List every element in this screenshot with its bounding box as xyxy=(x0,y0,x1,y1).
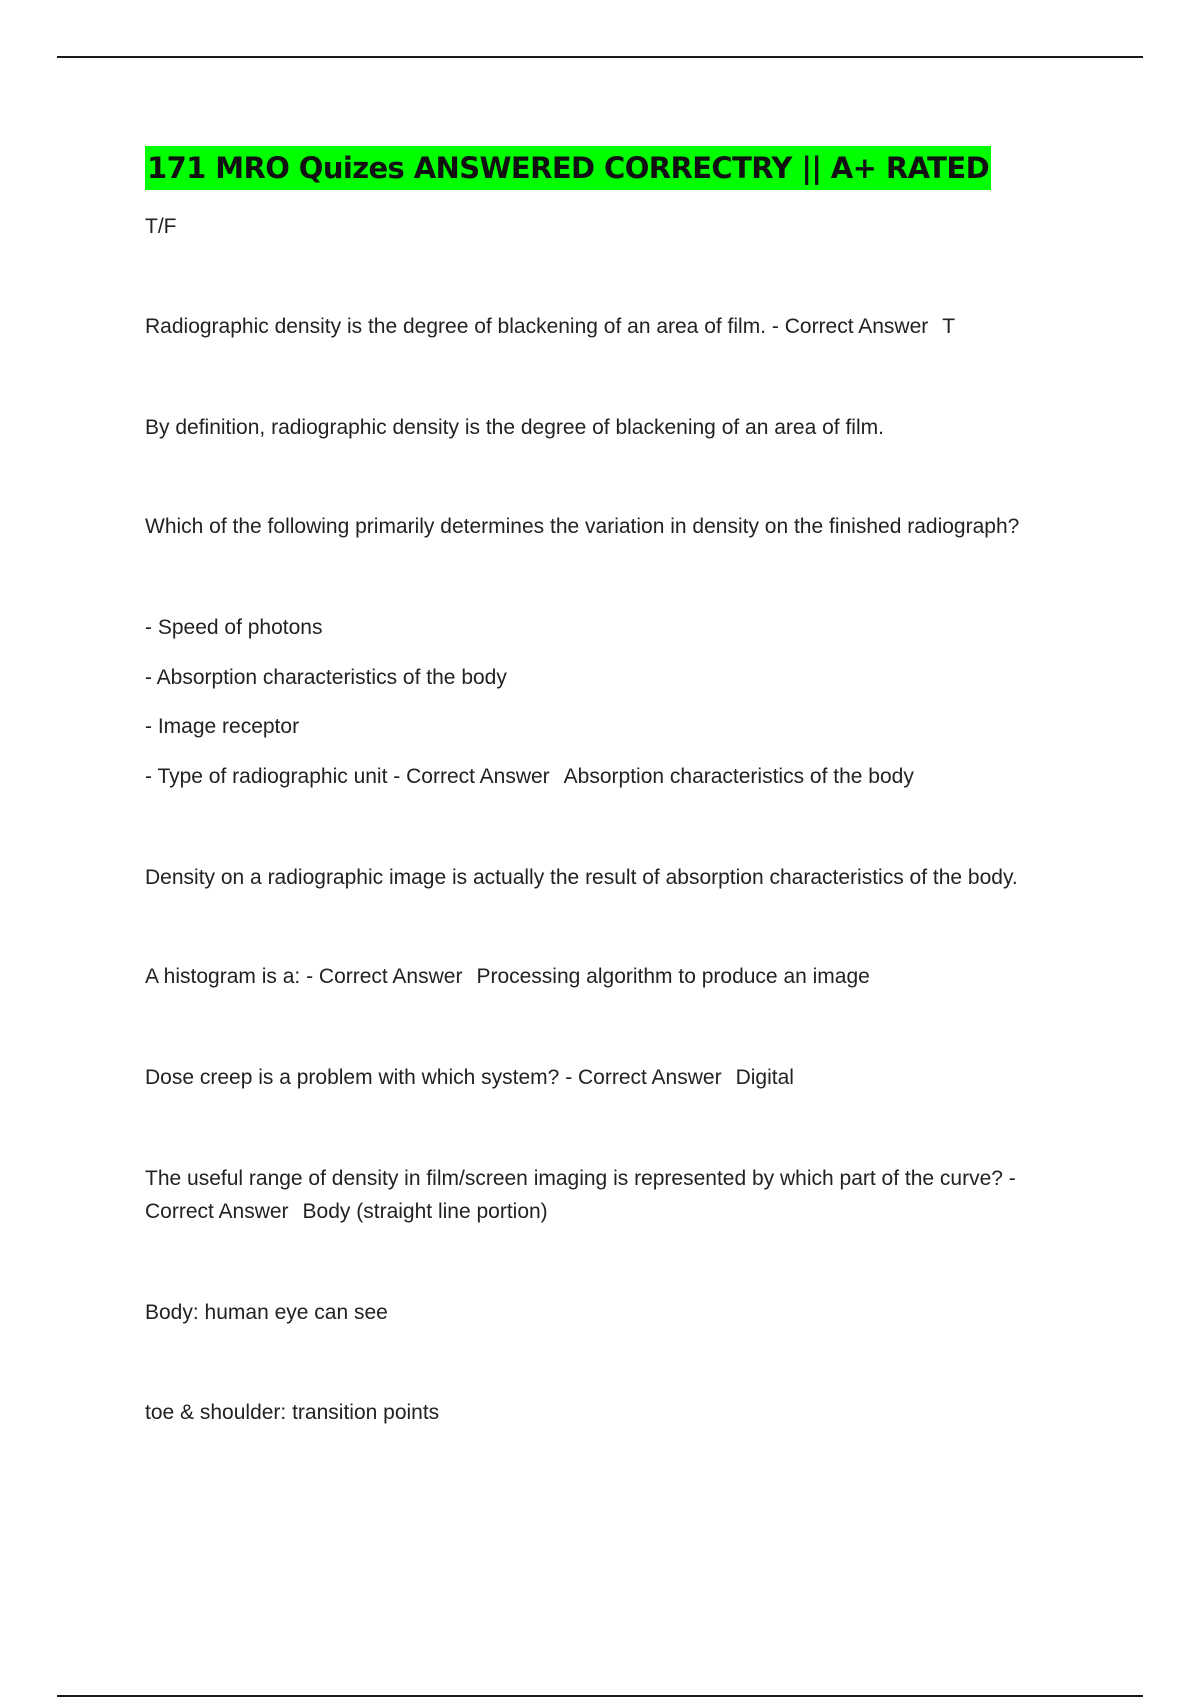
bottom-rule xyxy=(57,1695,1143,1697)
answer-text: Absorption characteristics of the body xyxy=(563,765,914,788)
top-rule xyxy=(57,56,1143,58)
correct-answer-label: Correct Answer xyxy=(145,1200,289,1223)
answer-text: Body (straight line portion) xyxy=(302,1200,548,1223)
answer-text: T xyxy=(942,315,956,338)
answer-text: Digital xyxy=(735,1066,794,1089)
answer-text: Processing algorithm to produce an image xyxy=(476,965,870,988)
option-4 xyxy=(145,761,914,793)
question-5-line-1: The useful range of density in film/screen imaging is represented by which part of the curve? - xyxy=(145,1167,1016,1190)
question-text: Radiographic density is the degree of blackening of an area of film. xyxy=(145,315,767,338)
option-text: - Type of radiographic unit xyxy=(145,765,388,788)
explanation-2: Density on a radiographic image is actually the result of absorption characteristics of the body. xyxy=(145,866,1018,889)
tf-header: T/F xyxy=(145,215,177,238)
question-5-line-2 xyxy=(145,1196,548,1228)
document-title: 171 MRO Quizes ANSWERED CORRECTRY || A+ RATED xyxy=(145,146,991,190)
correct-answer-label: - Correct Answer xyxy=(565,1066,722,1089)
question-1 xyxy=(145,311,955,343)
question-text: A histogram is a: xyxy=(145,965,301,988)
option-2: - Absorption characteristics of the body xyxy=(145,666,507,689)
question-2: Which of the following primarily determines the variation in density on the finished radiograph? xyxy=(145,515,1020,538)
explanation-4: toe & shoulder: transition points xyxy=(145,1401,440,1424)
question-3 xyxy=(145,961,870,993)
correct-answer-label: - Correct Answer xyxy=(771,315,929,338)
correct-answer-label: - Correct Answer xyxy=(306,965,463,988)
question-text: Dose creep is a problem with which system? xyxy=(145,1066,560,1089)
explanation-1: By definition, radiographic density is the degree of blackening of an area of film. xyxy=(145,416,884,439)
option-3: - Image receptor xyxy=(145,715,300,738)
explanation-3: Body: human eye can see xyxy=(145,1301,388,1324)
option-1: - Speed of photons xyxy=(145,616,323,639)
correct-answer-label: - Correct Answer xyxy=(393,765,550,788)
question-4 xyxy=(145,1062,794,1094)
